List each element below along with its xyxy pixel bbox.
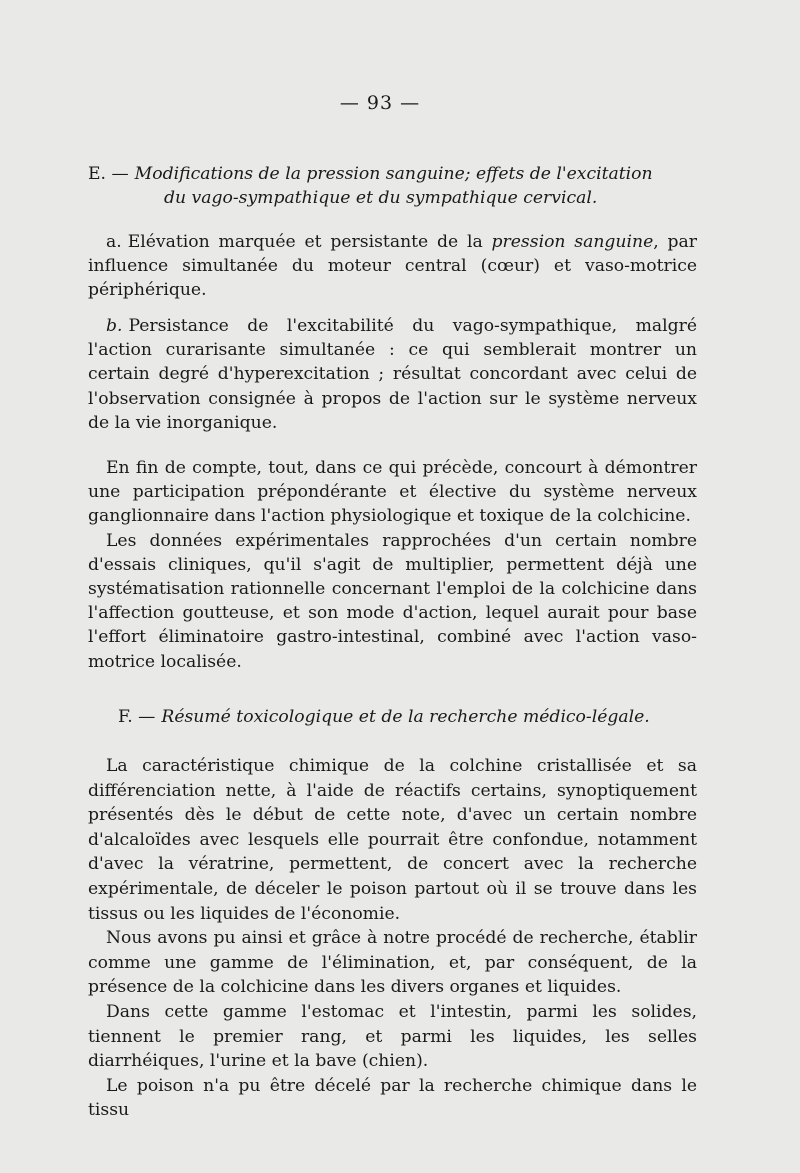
item-a-text-after: , par influence simultanée du moteur central (cœur) et vaso-motrice périphérique. (88, 232, 697, 301)
section-e-title-line1: Modifications de la pression sanguine; effets de l'excitation (134, 164, 653, 184)
item-a-emphasis: pression sanguine (491, 232, 654, 252)
item-b-label: b. (106, 316, 123, 336)
section-f-heading (88, 705, 697, 729)
section-e-title-line2: du vago-sympathique et du sympathique cervical. (164, 188, 598, 208)
item-b-text: Persistance de l'excitabilité du vago-sympathique, malgré l'action curarisante simultanée : ce qui semblerait montrer un certain degré d'hyperexcitation ; résultat concordant avec celui de l'observation consignée à propos de l'action sur le système nerveux de la vie inorganique. (88, 316, 697, 433)
section-f-label: F. — (118, 707, 156, 727)
section-f-paragraph: La caractéristique chimique de la colchine cristallisée et sa différenciation nette, à l'aide de réactifs certains, synoptiquement présentés dès le début de cette note, d'avec un certain nombre d'alcaloïdes avec lesquels elle pourrait être confondue, notamment d'avec la vératrine, permettent, de concert avec la recherche expérimentale, de déceler le poison partout où il se trouve dans les tissus ou les liquides de l'économie. (88, 756, 697, 924)
conclusion (88, 456, 697, 674)
item-a (88, 230, 697, 303)
section-e-label: E. — (88, 164, 129, 184)
section-f-paragraph: Le poison n'a pu être décelé par la recherche chimique dans le tissu (88, 1075, 697, 1121)
item-a-text-before: Elévation marquée et persistante de la (127, 232, 492, 252)
section-e-heading (88, 162, 697, 210)
page-number: — 93 — (339, 92, 421, 114)
conclusion-paragraph: En fin de compte, tout, dans ce qui précède, concourt à démontrer une participation prépondérante et élective du système nerveux ganglionnaire dans l'action physiologique et toxique de la colchicine. (88, 458, 697, 527)
section-f-paragraph: Nous avons pu ainsi et grâce à notre procédé de recherche, établir comme une gamme de l'élimination, et, par conséquent, de la présence de la colchicine dans les divers organes et liquides. (88, 928, 697, 998)
item-b (88, 314, 697, 435)
item-a-label: a. (106, 232, 122, 252)
section-f-body (88, 754, 697, 1123)
conclusion-paragraph: Les données expérimentales rapprochées d'un certain nombre d'essais cliniques, qu'il s'agit de multiplier, permettent déjà une systématisation rationnelle concernant l'emploi de la colchicine dans l'affection goutteuse, et son mode d'action, lequel aurait pour base l'effort éliminatoire gastro-intestinal, combiné avec l'action vaso-motrice localisée. (88, 530, 697, 672)
section-f-title: Résumé toxicologique et de la recherche médico-légale. (161, 707, 650, 727)
section-f-paragraph: Dans cette gamme l'estomac et l'intestin, parmi les solides, tiennent le premier rang, et parmi les liquides, les selles diarrhéiques, l'urine et la bave (chien). (88, 1001, 697, 1072)
